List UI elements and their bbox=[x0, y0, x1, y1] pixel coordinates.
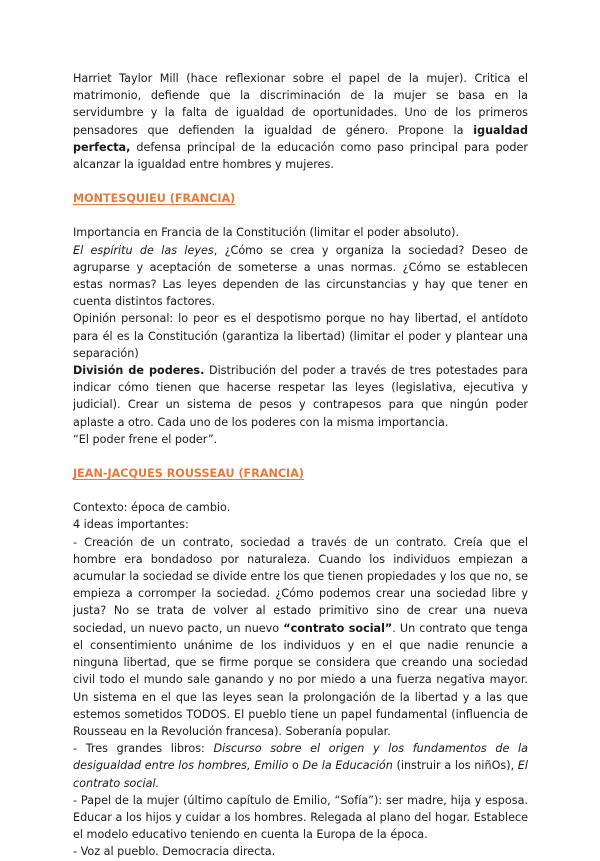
idea-1-text: - Creación de un contrato, sociedad a través de un contrato. Creía que el hombre era bondadoso por naturaleza. Cuando los individuos empiezan a acumular la sociedad se divide entre los que tienen propiedades y los que no, se empieza a corromper la sociedad. ¿Cómo podemos crear una sociedad libre y justa? No se trata de volver al estado primitivo sino de crear una nueva sociedad, un nuevo pacto, un nuevo bbox=[73, 535, 528, 635]
montesquieu-line-3: Opinión personal: lo peor es el despotismo porque no hay libertad, el antídoto para él es la Constitución (garantiza la libertad) (limitar el poder y plantear una separación) bbox=[73, 312, 528, 360]
intro-paragraph bbox=[73, 70, 528, 173]
division-poderes: División de poderes. bbox=[73, 364, 205, 378]
document-page bbox=[73, 70, 528, 861]
rousseau-context: Contexto: época de cambio. bbox=[73, 501, 231, 515]
idea-2-instruir: (instruir a los niñOs), bbox=[392, 759, 518, 773]
book-educacion: De la Educación bbox=[302, 759, 393, 773]
montesquieu-line-4 bbox=[73, 362, 528, 431]
idea-2-text: - Tres grandes libros: bbox=[73, 742, 214, 756]
rousseau-ideas: 4 ideas importantes: bbox=[73, 518, 189, 532]
rousseau-idea-3: - Papel de la mujer (último capítulo de Emilio, “Sofía”): ser madre, hija y esposa. Educar a los hijos y cuidar a los hombres. Relegada al plano del hogar. Establece el modelo educativo teniendo en cuenta la Europa de la época. bbox=[73, 793, 528, 842]
heading-rousseau: JEAN-JACQUES ROUSSEAU (FRANCIA) bbox=[73, 467, 304, 481]
montesquieu-line-2-text: , ¿Cómo se crea y organiza la sociedad? Deseo de agruparse y aceptación de someterse a unas normas. ¿Cómo se establecen estas normas? Las leyes dependen de las circunstancias y hay que tener en cuenta distintos factores. bbox=[73, 243, 529, 309]
intro-bold: igualdad perfecta, bbox=[73, 123, 528, 154]
book-title: El espíritu de las leyes bbox=[73, 243, 214, 257]
intro-text-end: defensa principal de la educación como paso principal para poder alcanzar la igualdad entre hombres y mujeres. bbox=[73, 140, 528, 172]
rousseau-idea-4: - Voz al pueblo. Democracia directa. bbox=[73, 845, 276, 859]
contrato-social: “contrato social” bbox=[283, 621, 393, 635]
rousseau-idea-1 bbox=[73, 534, 528, 740]
idea-2-o: o bbox=[288, 759, 303, 773]
montesquieu-quote: “El poder frene el poder”. bbox=[73, 432, 218, 446]
idea-1-text-end: . Un contrato que tenga el consentimiento unánime de los individuos y en el que nadie renuncie a ninguna libertad, que se firme porque se considera que creando una sociedad civil todo el mundo sale ganando y no por miedo a una fuerza negativa mayor. Un sistema en el que las leyes sean la prolongación de la libertad y a las que estemos sometidos TODOS. El pueblo tiene un papel fundamental (influencia de Rousseau en la Revolución francesa). Soberanía popular. bbox=[73, 621, 528, 738]
montesquieu-line-4-text: Distribución del poder a través de tres potestades para indicar cómo tienen que hacerse respetar las leyes (legislativa, ejecutiva y judicial). Crear un sistema de pesos y contrapesos para que ningún poder aplaste a otro. Cada uno de los poderes con la misma importancia. bbox=[73, 364, 528, 429]
montesquieu-line-1: Importancia en Francia de la Constitución (limitar el poder absoluto). bbox=[73, 226, 460, 240]
book-discurso: Discurso sobre el origen y los fundamentos de la desigualdad entre los hombres, Emilio bbox=[73, 742, 529, 773]
book-contrato: El contrato social. bbox=[73, 759, 528, 790]
intro-text: Harriet Taylor Mill (hace reflexionar sobre el papel de la mujer). Critica el matrimonio, defiende que la discriminación de la mujer se basa en la servidumbre y la falta de igualdad de oportunidades. Uno de los primeros pensadores que defienden la igualdad de género. Propone la bbox=[73, 72, 528, 137]
rousseau-idea-2 bbox=[73, 740, 528, 792]
heading-montesquieu: MONTESQUIEU (FRANCIA) bbox=[73, 192, 236, 206]
montesquieu-line-2 bbox=[73, 242, 528, 311]
